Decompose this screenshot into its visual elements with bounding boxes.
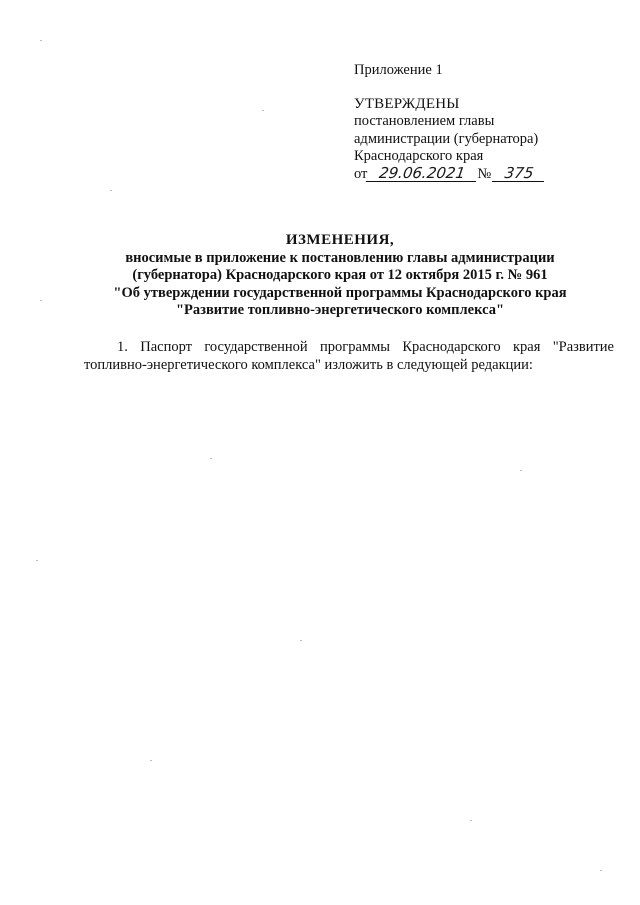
paragraph-line-2: топливно-энергетического комплекса" изложить в следующей редакции: <box>84 356 533 373</box>
title-line-3: "Об утверждении государственной программы Краснодарского края <box>113 284 567 301</box>
scan-speck <box>110 190 112 191</box>
title-main: ИЗМЕНЕНИЯ, <box>285 232 395 248</box>
scan-speck <box>150 760 152 761</box>
body-paragraph <box>84 339 614 374</box>
scan-speck <box>600 870 602 871</box>
number-sign: № <box>477 165 492 182</box>
paragraph-line-1: 1. Паспорт государственной программы Краснодарского края "Развитие <box>117 339 614 355</box>
document-title <box>40 232 640 320</box>
approval-line-2: администрации (губернатора) <box>354 130 539 147</box>
title-line-4: "Развитие топливно-энергетического комплекса" <box>175 302 504 318</box>
handwritten-number: 375 <box>492 166 546 182</box>
handwritten-date: 29.06.2021 <box>366 166 478 182</box>
title-line-2: (губернатора) Краснодарского края от 12 октября 2015 г. № 961 <box>132 267 548 283</box>
scan-speck <box>210 458 212 459</box>
approval-stamp-block <box>354 62 614 183</box>
scan-speck <box>40 40 42 41</box>
scan-speck <box>36 560 38 561</box>
approved-heading: УТВЕРЖДЕНЫ <box>354 95 460 112</box>
scan-speck <box>520 470 522 471</box>
scan-speck <box>300 640 302 641</box>
date-prefix: от <box>354 165 368 182</box>
approval-line-3: Краснодарского края <box>354 148 484 164</box>
approval-line-1: постановлением главы <box>354 113 495 129</box>
date-number-line <box>354 163 614 184</box>
scan-speck <box>262 110 264 111</box>
annex-label: Приложение 1 <box>354 62 443 78</box>
title-line-1: вносимые в приложение к постановлению главы администрации <box>125 249 555 266</box>
scan-speck <box>470 820 472 821</box>
scan-speck <box>40 300 42 301</box>
